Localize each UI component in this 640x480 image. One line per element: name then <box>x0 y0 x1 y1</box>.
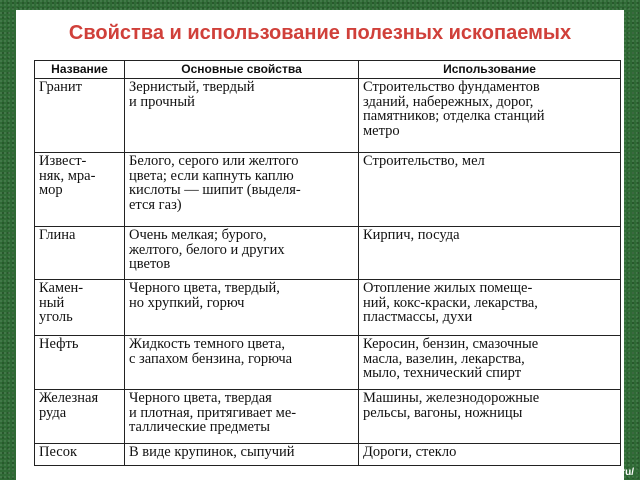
mineral-name: Нефть <box>35 336 125 390</box>
mineral-usage: Керосин, бензин, смазочные масла, вазелин, лекарства, мыло, технический спирт <box>359 336 621 390</box>
mineral-name: Железная руда <box>35 390 125 444</box>
header-usage: Использование <box>359 61 621 79</box>
table-row <box>35 153 621 227</box>
mineral-name: Гранит <box>35 79 125 153</box>
header-properties: Основные свойства <box>125 61 359 79</box>
mineral-usage: Отопление жилых помеще- ний, кокс-краски, лекарства, пластмассы, духи <box>359 280 621 336</box>
mineral-properties: Зернистый, твердый и прочный <box>125 79 359 153</box>
mineral-properties: Очень мелкая; бурого, желтого, белого и других цветов <box>125 227 359 280</box>
mineral-name: Глина <box>35 227 125 280</box>
slide-title: Свойства и использование полезных ископаемых <box>68 22 572 44</box>
source-url: http://panowa-ox.narod.ru/ <box>507 467 634 478</box>
table-row <box>35 390 621 444</box>
mineral-properties: В виде крупинок, сыпучий <box>125 444 359 466</box>
mineral-name: Песок <box>35 444 125 466</box>
mineral-name: Извест- няк, мра- мор <box>35 153 125 227</box>
slide <box>16 10 624 480</box>
mineral-usage: Машины, железнодорожные рельсы, вагоны, ножницы <box>359 390 621 444</box>
mineral-usage: Кирпич, посуда <box>359 227 621 280</box>
table-row <box>35 336 621 390</box>
mineral-properties: Черного цвета, твердый, но хрупкий, горюч <box>125 280 359 336</box>
header-name: Название <box>35 61 125 79</box>
mineral-name: Камен- ный уголь <box>35 280 125 336</box>
mineral-usage: Строительство, мел <box>359 153 621 227</box>
table-row <box>35 79 621 153</box>
mineral-usage: Строительство фундаментов зданий, набережных, дорог, памятников; отделка станций метро <box>359 79 621 153</box>
table-header-row <box>35 61 621 79</box>
table-row <box>35 444 621 466</box>
mineral-usage: Дороги, стекло <box>359 444 621 466</box>
mineral-properties: Белого, серого или желтого цвета; если капнуть каплю кислоты — шипит (выделя- ется газ) <box>125 153 359 227</box>
mineral-properties: Черного цвета, твердая и плотная, притягивает ме- таллические предметы <box>125 390 359 444</box>
minerals-table <box>34 60 621 466</box>
mineral-properties: Жидкость темного цвета, с запахом бензина, горюча <box>125 336 359 390</box>
table-row <box>35 280 621 336</box>
table-row <box>35 227 621 280</box>
